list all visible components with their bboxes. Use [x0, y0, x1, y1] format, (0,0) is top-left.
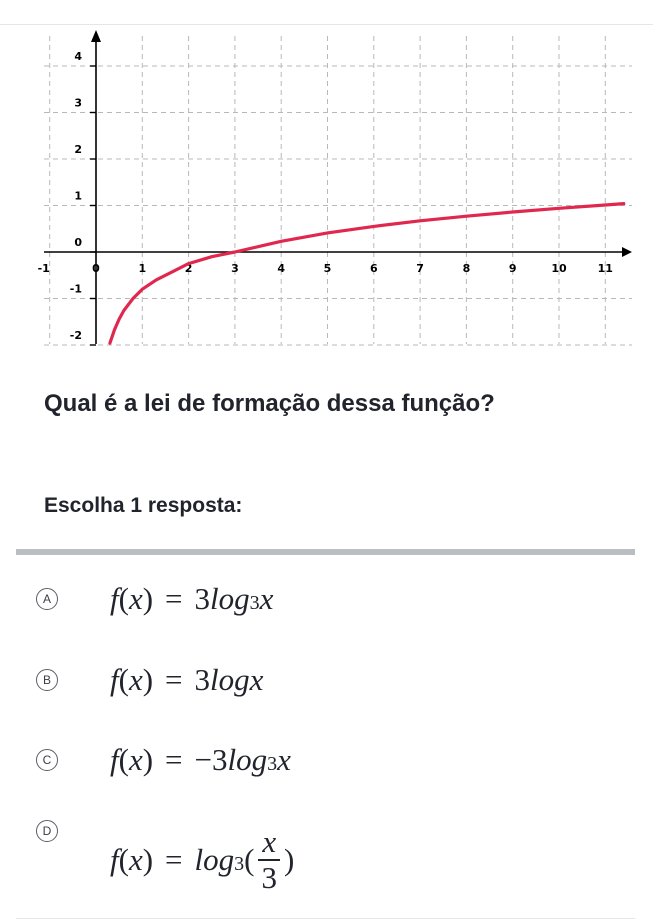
top-divider [0, 24, 653, 25]
choice-b-formula: f ( x ) = 3 log x [110, 662, 264, 697]
choice-a-radio[interactable]: A [36, 588, 58, 610]
y-tick-label: 1 [74, 189, 82, 203]
section-divider [16, 549, 635, 555]
x-axis-arrow [622, 247, 632, 257]
x-tick-label: 6 [369, 262, 378, 275]
y-tick-label: 4 [74, 50, 82, 63]
x-tick-label: 0 [92, 262, 100, 275]
choice-a-formula: f ( x ) = 3 log $_3$ x [110, 581, 274, 616]
choose-prompt: Escolha 1 resposta: [44, 494, 243, 517]
choice-b[interactable] [30, 652, 630, 708]
y-tick-labels [70, 50, 96, 345]
x-tick-label: 5 [323, 262, 332, 275]
y-tick-label: 0 [74, 236, 82, 249]
y-axis-arrow [91, 30, 101, 42]
fraction: $\frac{x}{3}$ [257, 826, 281, 895]
bottom-divider [16, 918, 635, 919]
x-tick-label: 10 [551, 262, 567, 275]
x-tick-label: 3 [231, 262, 239, 275]
choice-d[interactable] [30, 812, 630, 908]
function-graph [0, 26, 653, 346]
x-tick-label: 8 [462, 262, 471, 275]
x-tick-label: 1 [138, 262, 147, 275]
choice-c[interactable] [30, 732, 630, 788]
y-tick-label: 2 [74, 143, 82, 156]
choice-c-radio[interactable]: C [36, 749, 58, 771]
x-tick-label: 9 [508, 262, 517, 275]
x-tick-label: 11 [597, 262, 613, 275]
choice-b-radio[interactable]: B [36, 669, 58, 691]
choice-a[interactable] [30, 571, 630, 627]
choice-c-formula: f ( x ) = −3 log $_3$ x [110, 742, 291, 777]
x-tick-labels [38, 262, 613, 275]
y-tick-label: 3 [74, 96, 82, 110]
y-tick-label: -1 [69, 282, 82, 296]
x-tick-label: 4 [277, 262, 286, 275]
x-tick-label: 7 [416, 262, 424, 275]
y-tick-label: -2 [69, 329, 82, 342]
x-tick-label: -1 [37, 262, 50, 275]
x-tick-label: 2 [184, 262, 193, 275]
choice-d-radio[interactable]: D [36, 820, 58, 842]
question-text: Qual é a lei de formação dessa função? [44, 390, 495, 417]
choice-d-formula: f ( x ) = log $_3$ ( $\frac{x}{3}$ ) [110, 824, 295, 895]
axes [44, 30, 632, 344]
